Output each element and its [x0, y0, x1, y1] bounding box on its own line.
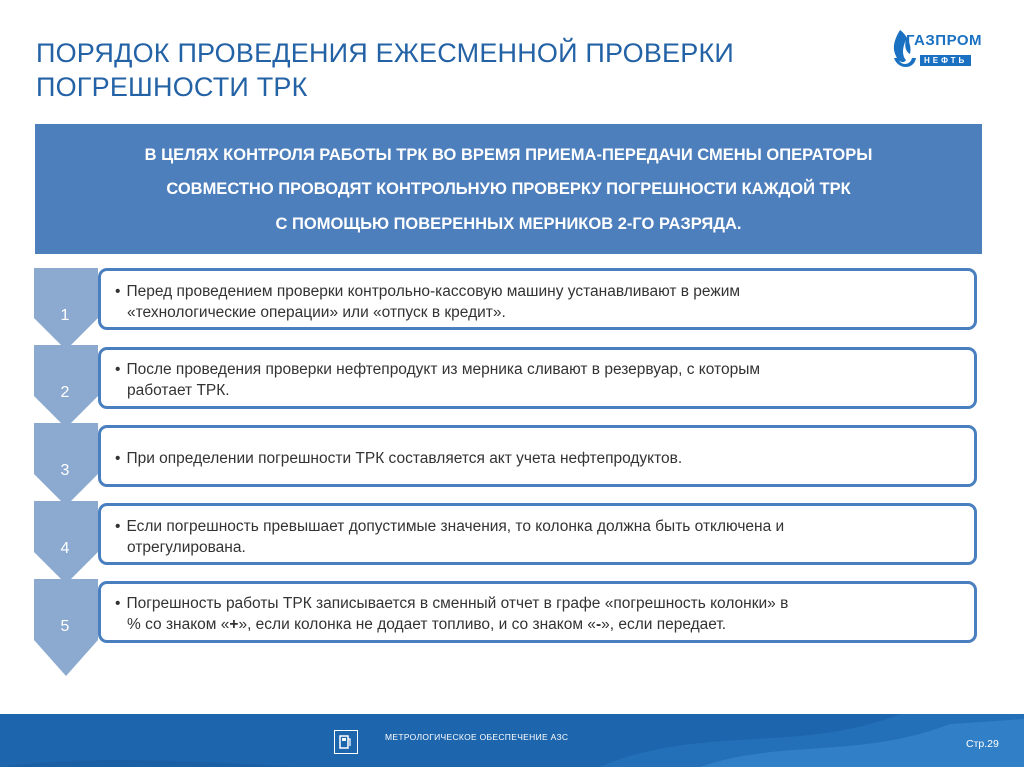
- step-5-line2e: », если передает.: [601, 616, 727, 633]
- bullet: •: [115, 518, 121, 535]
- intro-line2: СОВМЕСТНО ПРОВОДЯТ КОНТРОЛЬНУЮ ПРОВЕРКУ ПОГРЕШНОСТИ КАЖДОЙ ТРК: [166, 180, 851, 198]
- intro-line3: С ПОМОЩЬЮ ПОВЕРЕННЫХ МЕРНИКОВ 2-ГО РАЗРЯДА.: [275, 215, 742, 233]
- step-5-line1: Погрешность работы ТРК записывается в сменный отчет в графе «погрешность колонки» в: [126, 595, 789, 612]
- bullet: •: [115, 595, 121, 612]
- page-number: Стр.29: [966, 738, 999, 750]
- step-text-5: [115, 593, 964, 635]
- bullet: •: [115, 361, 121, 378]
- logo-sub: НЕФТЬ: [920, 55, 971, 66]
- step-3-line1: При определении погрешности ТРК составляется акт учета нефтепродуктов.: [126, 450, 683, 467]
- step-2-line1: После проведения проверки нефтепродукт из мерника сливают в резервуар, с которым: [126, 361, 760, 378]
- page-title-line2: ПОГРЕШНОСТИ ТРК: [36, 72, 308, 102]
- step-text-1: [115, 281, 964, 323]
- minus-sign: -: [595, 616, 602, 633]
- step-1-line1: Перед проведением проверки контрольно-кассовую машину устанавливают в режим: [126, 283, 741, 300]
- step-5-line2a: % со знаком «: [127, 616, 230, 633]
- step-number-3: 3: [60, 462, 70, 479]
- step-text-3: [115, 448, 964, 469]
- step-number-2: 2: [60, 384, 70, 401]
- footer-bar: [0, 714, 1024, 767]
- step-box-2: [98, 347, 977, 409]
- step-box-4: [98, 503, 977, 565]
- step-number-5: 5: [60, 618, 70, 635]
- step-box-5: [98, 581, 977, 643]
- step-number-4: 4: [60, 540, 70, 557]
- plus-sign: +: [229, 616, 239, 633]
- step-4-line2: отрегулирована.: [127, 539, 246, 556]
- step-4-line1: Если погрешность превышает допустимые значения, то колонка должна быть отключена и: [126, 518, 785, 535]
- page-title-line1: ПОРЯДОК ПРОВЕДЕНИЯ ЕЖЕСМЕННОЙ ПРОВЕРКИ: [36, 38, 735, 68]
- step-text-2: [115, 359, 964, 401]
- bullet: •: [115, 450, 121, 467]
- step-1-line2: «технологические операции» или «отпуск в кредит».: [127, 304, 506, 321]
- intro-line1: В ЦЕЛЯХ КОНТРОЛЯ РАБОТЫ ТРК ВО ВРЕМЯ ПРИЕМА-ПЕРЕДАЧИ СМЕНЫ ОПЕРАТОРЫ: [144, 146, 873, 164]
- logo-name: ГАЗПРОМ: [906, 32, 983, 49]
- step-box-3: [98, 425, 977, 487]
- step-5-line2: [115, 614, 964, 635]
- step-5-line2c: », если колонка не додает топливо, и со знаком «: [238, 616, 596, 633]
- step-text-4: [115, 516, 964, 558]
- bullet: •: [115, 283, 121, 300]
- step-box-1: [98, 268, 977, 330]
- step-2-line2: работает ТРК.: [127, 382, 230, 399]
- footer-label: МЕТРОЛОГИЧЕСКОЕ ОБЕСПЕЧЕНИЕ АЗС: [385, 732, 569, 742]
- fuel-pump-icon: [334, 730, 358, 754]
- step-number-1: 1: [60, 307, 70, 324]
